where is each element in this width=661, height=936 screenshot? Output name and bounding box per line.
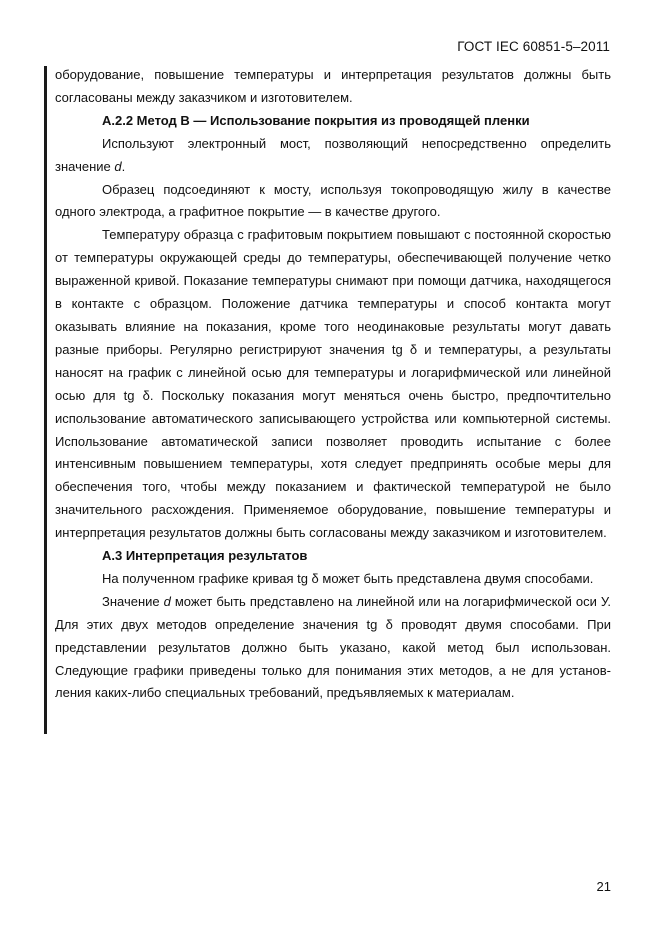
paragraph-bridge (55, 133, 611, 179)
paragraph-connection: Образец подсоединяют к мосту, используя токопроводящую жилу в качестве одного электрода, а графитное покрытие — в качестве другого. (55, 181, 611, 220)
page-number: 21 (596, 879, 611, 894)
section-heading-a3: А.3 Интерпретация результатов (102, 548, 308, 564)
section-heading-a22: А.2.2 Метод В — Использование покрытия из проводящей пленки (102, 112, 530, 128)
paragraph-procedure: Температуру образца с графитовым покрытием повышают с постоянной скоростью от температуры окружающей среды до температуры, обеспечивающей получение четко выраженной кривой. Показание температуры снимают при помощи датчика, находящегося в контакте с образцом. Положение датчика температуры и способ контакта могут оказывать влияние на показания, кроме того неодинаковые результаты могут давать разные приборы. Регулярно регистрируют значения tg δ и температуры, а результаты наносят на график с линейной осью для температуры и логарифмической или линейной осью для tg δ. Поскольку показания могут меняться очень быстро, предпочтительно использование автоматического записывающего устройства или компьютерной системы. Использование автоматической записи позволяет проводить испытание с более интенсивным повышением температуры, хотя следует предпринять особые меры для обеспечения того, чтобы между показанием и фактической температурой не было значительного расхождения. Применяемое оборудование, повышение температуры и интерпретация результатов должны быть согласованы между заказчиком и изготовителем. (55, 227, 611, 541)
document-body (55, 64, 611, 705)
paragraph-text: может быть представлено на линейной или на логарифмической оси У. Для этих двух методов определение значения tg δ проводят двумя способами. При представлении результатов должно быть указано, какой метод был использован. Следующие графики приведены только для понимания этих методов, а не для установления каких-либо специальных требований, предъявляемых к материалам. (55, 593, 611, 701)
paragraph-text: . (121, 158, 126, 174)
symbol-d: d (114, 158, 122, 174)
paragraph-axis (55, 591, 611, 706)
paragraph-text: Значение (102, 593, 164, 609)
paragraph-curve: На полученном графике кривая tg δ может быть представлена двумя способами. (102, 570, 594, 586)
symbol-d: d (163, 593, 171, 609)
paragraph-text: Используют электронный мост, позволяющий непосредственно определить значение (55, 135, 611, 174)
paragraph-continuation: оборудование, повышение температуры и интерпретация результатов должны быть согласованы между заказчиком и изготовителем. (55, 67, 611, 105)
document-header: ГОСТ IEC 60851-5–2011 (457, 39, 610, 54)
revision-change-bar (44, 66, 47, 734)
